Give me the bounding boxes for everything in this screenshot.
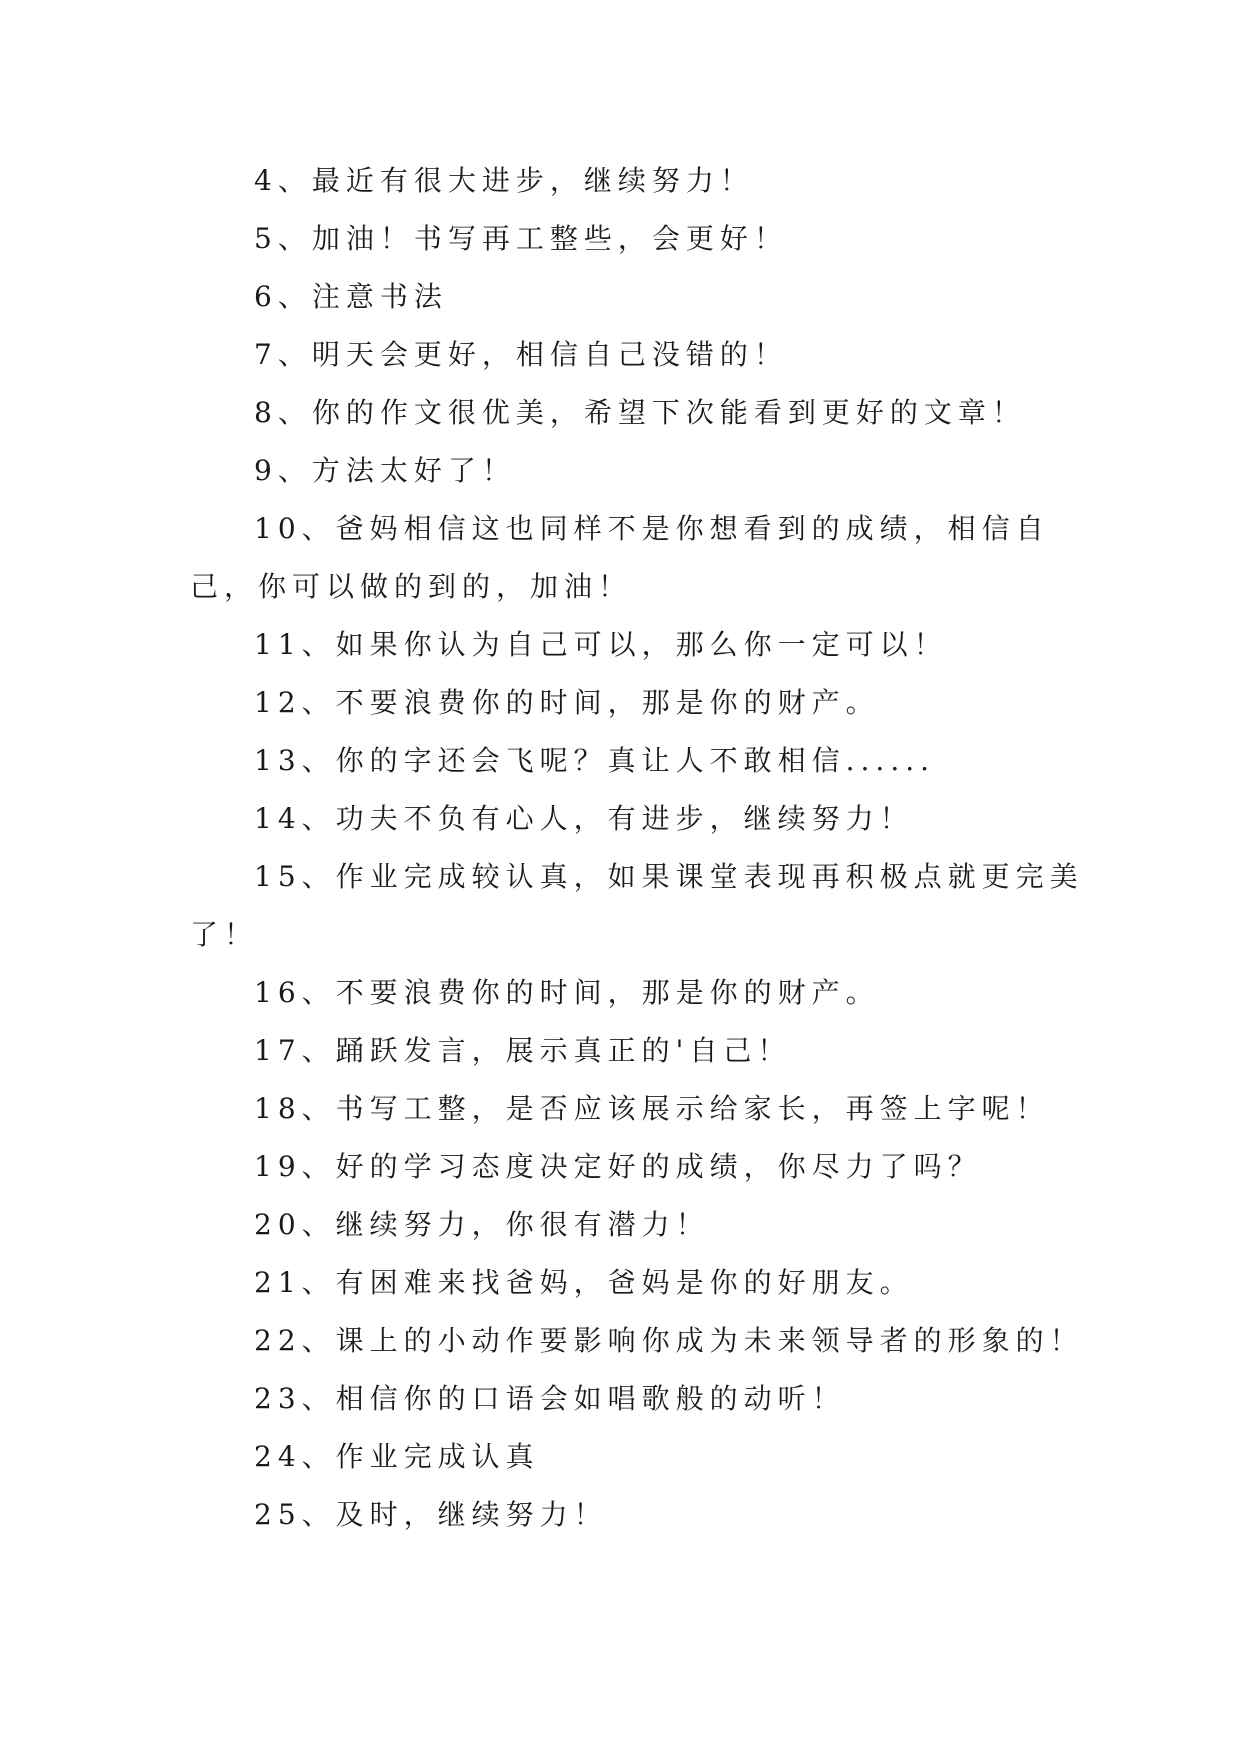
comment-line: 13、你的字还会飞呢？真让人不敢相信...... [254,744,936,777]
comment-line: 8、你的作文很优美，希望下次能看到更好的文章！ [254,396,1026,429]
comment-line: 4、最近有很大进步，继续努力！ [254,164,754,197]
comment-line: 7、明天会更好，相信自己没错的！ [254,338,788,371]
comment-line: 18、书写工整，是否应该展示给家长，再签上字呢！ [254,1092,1050,1125]
comment-line: 11、如果你认为自己可以，那么你一定可以！ [254,628,948,661]
comment-line: 14、功夫不负有心人，有进步，继续努力！ [254,802,914,835]
comment-line: 20、继续努力，你很有潜力！ [254,1208,710,1241]
comment-line: 5、加油！书写再工整些，会更好！ [254,222,788,255]
comment-line: 9、方法太好了！ [254,454,516,487]
comment-line: 16、不要浪费你的时间，那是你的财产。 [254,976,880,1009]
comment-line: 12、不要浪费你的时间，那是你的财产。 [254,686,880,719]
comment-line: 10、爸妈相信这也同样不是你想看到的成绩，相信自己，你可以做的到的，加油！ [190,512,1050,603]
comment-line: 6、注意书法 [254,280,448,313]
comment-line: 25、及时，继续努力！ [254,1498,608,1531]
document-body [190,152,1090,1544]
comment-line: 15、作业完成较认真，如果课堂表现再积极点就更完美了！ [190,860,1084,951]
comment-line: 24、作业完成认真 [254,1440,540,1473]
comment-line: 17、踊跃发言，展示真正的'自己！ [254,1034,792,1067]
comment-line: 23、相信你的口语会如唱歌般的动听！ [254,1382,846,1415]
comment-line: 21、有困难来找爸妈，爸妈是你的好朋友。 [254,1266,914,1299]
comment-line: 19、好的学习态度决定好的成绩，你尽力了吗？ [254,1150,982,1183]
comment-line: 22、课上的小动作要影响你成为未来领导者的形象的！ [254,1324,1084,1357]
